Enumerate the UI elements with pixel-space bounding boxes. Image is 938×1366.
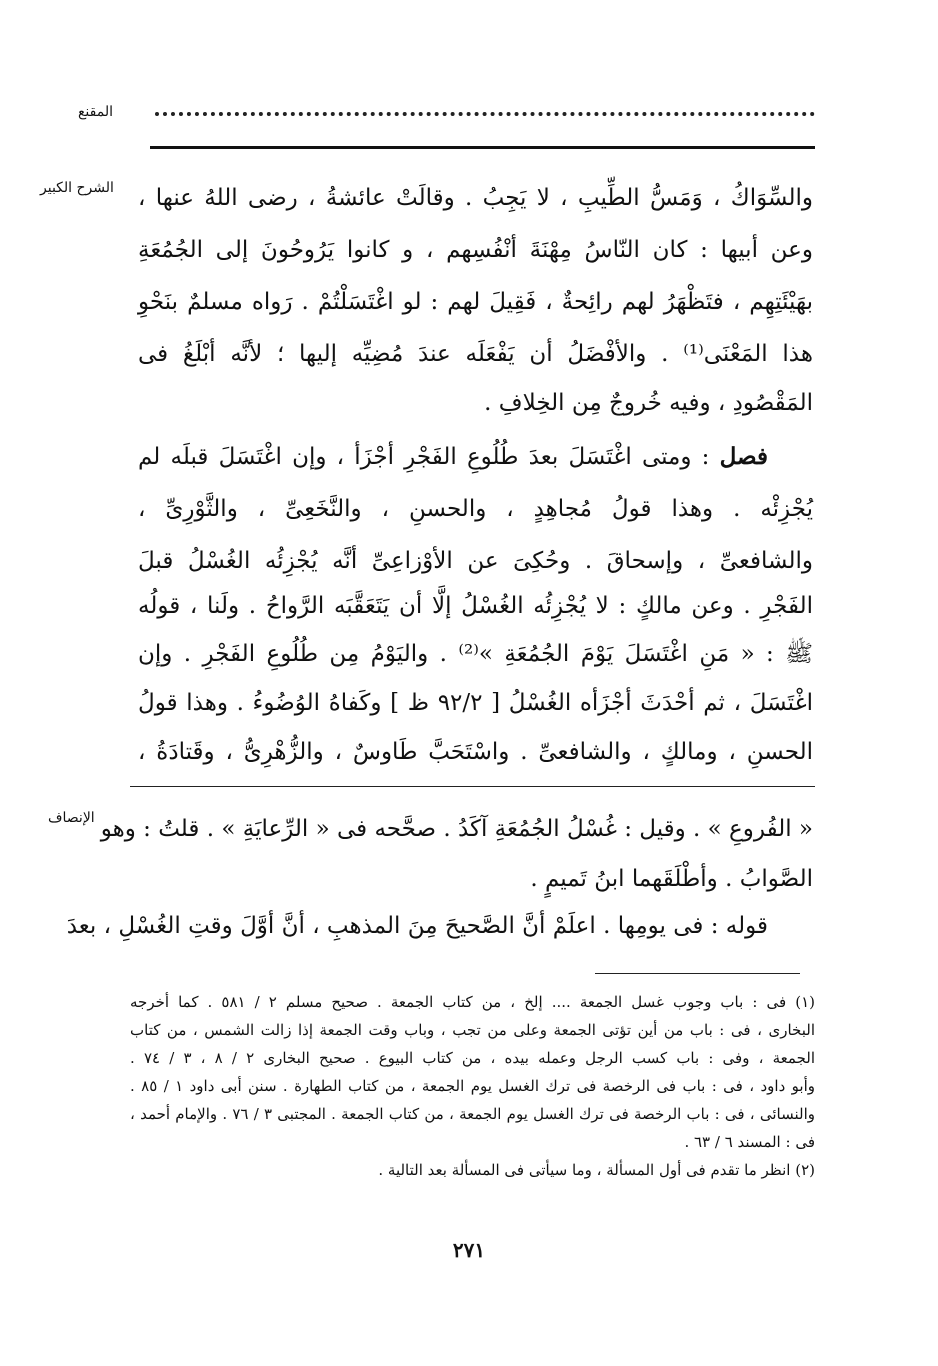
footnote-line: وأبو داود ، فى : باب فى الرخصة فى ترك الغسل يوم الجمعة ، من كتاب الطهارة . سنن أبى داود ١ / ٨٥ . [130, 1077, 815, 1095]
fasl-line: الفَجْرِ . وعن مالكٍ : لا يُجْزِئُه الغُسْلُ إلَّا أن يَتَعَقَّبَه الرَّواحُ . ولَنا ، قولُه [138, 593, 813, 619]
footnote-line: والنسائى ، فى : باب الرخصة فى ترك الغسل يوم الجمعة ، من كتاب الجمعة . المجتبى ٣ / ٧٦ . والإمام أحمد ، [130, 1105, 815, 1123]
sharh-line: المَقْصُودِ ، وفيه خُروجٌ مِن الخِلافِ . [484, 390, 813, 416]
insaf-line: الصَّوابُ . وأطْلَقَهما ابنُ تَميمٍ . [530, 866, 813, 892]
fasl-line: يُجْزِئْه . وهذا قولُ مُجاهِدٍ ، والحسنِ ، والنَّخَعِىِّ ، والثَّوْرِىِّ ، [138, 496, 813, 522]
footnote-line: فى : المسند ٦ / ٦٣ . [684, 1133, 815, 1151]
sharh-line: والسِّوَاكُ ، وَمَسُّ الطِّيبِ ، لا يَجِبُ . وقالَتْ عائشةُ ، رضى اللهُ عنها ، [138, 185, 813, 211]
side-label-insaf: الإنصاف [48, 810, 95, 826]
footnote-line: البخارى ، فى : باب من أين تؤتى الجمعة وعلى من تجب ، وباب وقت الجمعة إذا زالت الشمس ، من كتاب [130, 1021, 815, 1039]
insaf-line: « الفُروعِ » . وقيل : غُسْلُ الجُمُعَةِ آكَدُ . صحَّحه فى « الرِّعايَةِ » . قلتُ : وهو [100, 816, 813, 842]
footnote-line: الجمعة ، وفى : باب كسب الرجل وعمله بيده ، من كتاب البيوع . صحيح البخارى ٢ / ٨ ، ٣ / ٧٤ . [130, 1049, 815, 1067]
fasl-line: الحسنِ ، ومالكٍ ، والشافعىِّ . واسْتَحَبَّ طَاوسٌ ، والزُّهْرِىُّ ، وقَتادَةُ ، [138, 739, 813, 765]
footnote-line: (١) فى : باب وجوب غسل الجمعة .... إلخ ، من كتاب الجمعة . صحيح مسلم ٢ / ٥٨١ . كما أخرجه [130, 993, 815, 1011]
fasl-heading: فصل [719, 443, 768, 470]
fasl-first-line-text: : ومتى اغْتَسَلَ بعدَ طُلُوعِ الفَجْرِ أجْزَأ ، وإن اغْتَسَلَ قبلَه لم [138, 444, 710, 470]
section-divider [130, 786, 815, 787]
fasl-line: والشافعىِّ ، وإسحاقَ . وحُكِىَ عن الأوْزاعِىِّ أنَّه يُجْزِئُه الغُسْلُ قبلَ [138, 548, 813, 574]
fasl-line: اغْتَسَلَ ، ثم أحْدَثَ أجْزَأه الغُسْلُ [ ٩٢/٢ ظ ] وكَفاهُ الوُضُوءُ . وهذا قولُ [138, 690, 813, 716]
footnote-rule [595, 973, 800, 974]
sharh-line: وعن أبيها : كان النّاسُ مِهْنَةَ أنْفُسِهم ، و كانوا يَرُوحُونَ إلى الجُمُعَةِ [138, 237, 813, 263]
header-dotted-leader [155, 112, 815, 116]
fasl-line: ﷺ : « مَنِ اغْتَسَلَ يَوْمَ الجُمُعَةِ »⁽²⁾ . واليَوْمُ مِن طُلُوعِ الفَجْرِ . وإن [138, 641, 813, 667]
sharh-line: هذا المَعْنَى⁽¹⁾ . والأفْضَلُ أن يَفْعَلَه عندَ مُضِيِّه إليها ؛ لأنَّه أبْلَغُ فى [138, 341, 814, 367]
book-title-header: المقنع [77, 104, 113, 120]
sharh-line: بهَيْئَتِهِم ، فتَظْهَرُ لهم رائِحةٌ ، فَقِيلَ لهم : لو اغْتَسَلْتُمْ . رَواه مسلمٌ بنَحْوِ [138, 289, 813, 315]
insaf-line: قوله : فى يومِها . اعلَمْ أنَّ الصَّحيحَ مِنَ المذهبِ ، أنَّ أوَّلَ وقتِ الغُسْلِ ، بعدَ [66, 913, 768, 939]
page-number: ٢٧١ [452, 1238, 486, 1262]
fasl-first-line [138, 436, 813, 478]
side-label-sharh: الشرح الكبير [40, 180, 114, 196]
header-rule [150, 146, 815, 149]
footnote-line: (٢) انظر ما تقدم فى أول المسألة ، وما سيأتى فى المسألة بعد التالية . [378, 1161, 815, 1179]
